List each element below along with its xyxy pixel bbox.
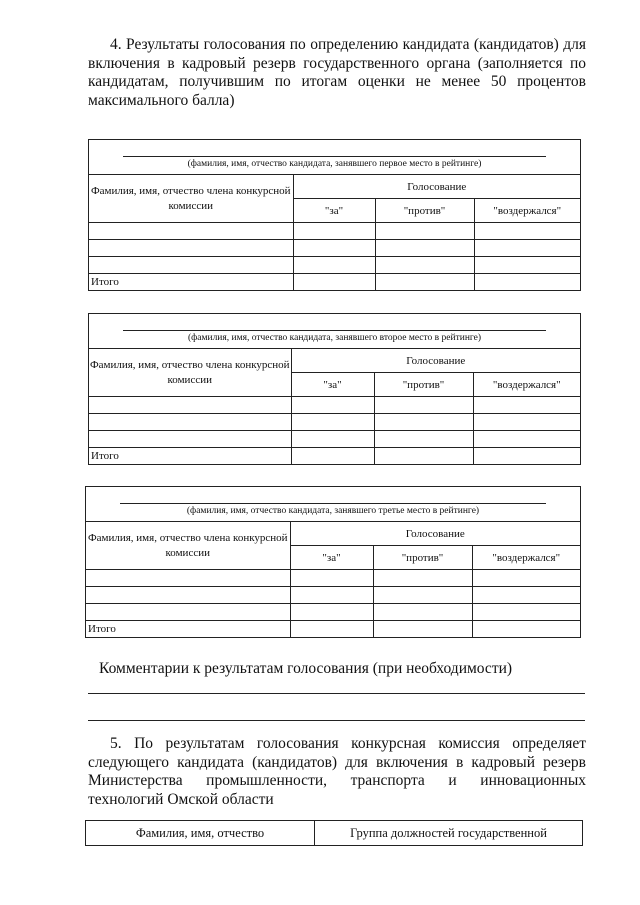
table-row (89, 240, 580, 257)
total-row (86, 621, 580, 638)
col-position-group: Группа должностей государственной (350, 825, 547, 840)
candidate-caption: (фамилия, имя, отчество кандидата, занявшего первое место в рейтинге) (187, 159, 482, 169)
col-abstain: "воздержался" (473, 373, 580, 397)
voting-header: Голосование (291, 349, 580, 373)
total-label: Итого (86, 621, 290, 638)
table-row (89, 223, 580, 240)
section-4-paragraph: 4. Результаты голосования по определению кандидата (кандидатов) для включения в кадровый резерв государственного органа (заполняется по кандидатам, получившим по итогам оценки не менее 50 процентов максимального балла) (88, 36, 586, 109)
table-row (86, 587, 580, 604)
candidate-name-line[interactable] (89, 314, 580, 349)
member-name-header: Фамилия, имя, отчество члена конкурсной комиссии (86, 522, 290, 570)
voting-header: Голосование (293, 175, 580, 199)
vote-table-third-place (85, 486, 581, 638)
col-for: "за" (291, 373, 374, 397)
vote-table-first-place (88, 139, 581, 291)
total-row (89, 274, 580, 291)
col-against: "против" (375, 199, 474, 223)
comments-line-2[interactable] (88, 720, 585, 721)
table-row (86, 570, 580, 587)
col-for: "за" (293, 199, 375, 223)
candidate-name-line[interactable] (89, 140, 580, 175)
member-name-header: Фамилия, имя, отчество члена конкурсной комиссии (89, 175, 293, 223)
table-row (89, 414, 580, 431)
candidate-name-line[interactable] (86, 487, 580, 522)
vote-table-second-place (88, 313, 581, 465)
candidate-caption: (фамилия, имя, отчество кандидата, занявшего второе место в рейтинге) (187, 333, 482, 343)
candidate-caption: (фамилия, имя, отчество кандидата, занявшего третье место в рейтинге) (186, 506, 480, 516)
col-abstain: "воздержался" (472, 546, 580, 570)
col-full-name: Фамилия, имя, отчество (86, 821, 315, 845)
table-row (86, 604, 580, 621)
col-for: "за" (290, 546, 373, 570)
comments-line-1[interactable] (88, 693, 585, 694)
table-row (89, 397, 580, 414)
col-against: "против" (374, 373, 473, 397)
table-row (89, 431, 580, 448)
member-name-header: Фамилия, имя, отчество члена конкурсной комиссии (89, 349, 291, 397)
total-label: Итого (89, 274, 293, 291)
table-row (89, 257, 580, 274)
col-abstain: "воздержался" (474, 199, 580, 223)
total-label: Итого (89, 448, 291, 465)
col-against: "против" (373, 546, 472, 570)
reserve-candidates-table (85, 820, 583, 846)
section-5-paragraph: 5. По результатам голосования конкурсная комиссия определяет следующего кандидата (кандидатов) для включения в кадровый резерв Министерства промышленности, транспорта и инновационных технологий Омской области (88, 735, 586, 808)
voting-header: Голосование (290, 522, 580, 546)
total-row (89, 448, 580, 465)
comments-label: Комментарии к результатам голосования (при необходимости) (99, 660, 513, 677)
